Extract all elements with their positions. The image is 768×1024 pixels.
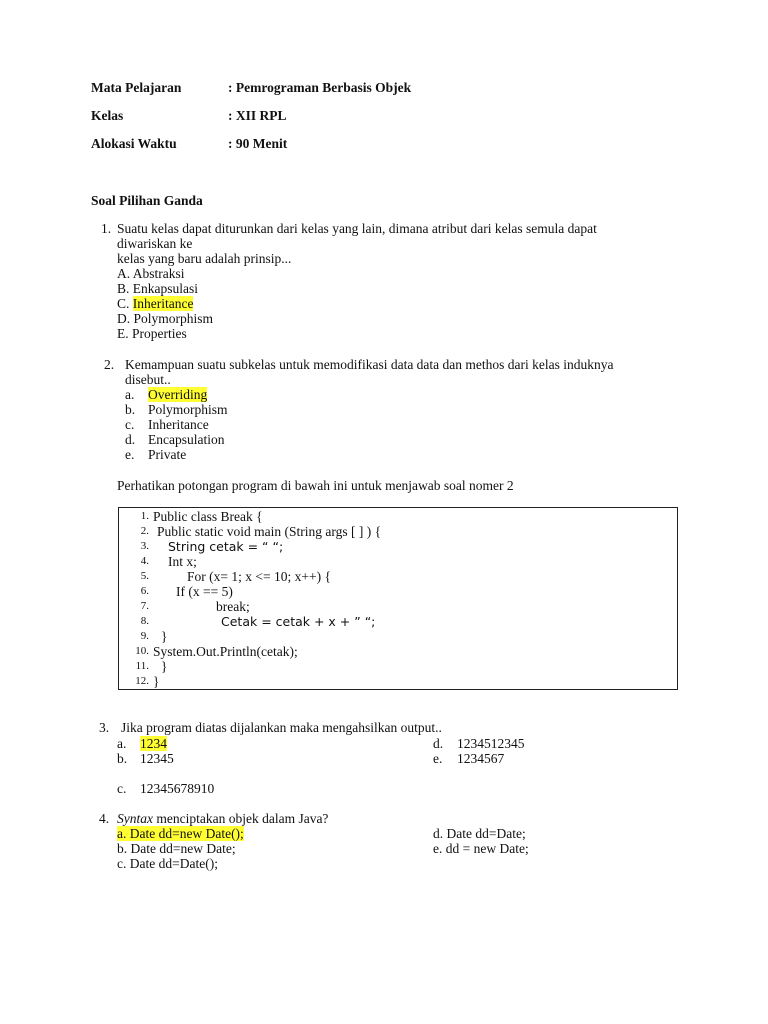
q4-answer-highlight: a. Date dd=new Date(); — [117, 826, 244, 841]
q1-answer-highlight: Inheritance — [132, 296, 194, 311]
q3-option-text: 1234567 — [457, 751, 505, 766]
q1-text-line: kelas yang baru adalah prinsip... — [117, 251, 292, 266]
header-label-time: Alokasi Waktu — [91, 136, 177, 151]
code-line-number: 7. — [140, 600, 149, 612]
code-line-text: } — [161, 629, 168, 644]
q4-option-d: d. Date dd=Date; — [433, 826, 526, 841]
code-line-text: System.Out.Println(cetak); — [153, 644, 298, 659]
q3-option-letter: c. — [117, 781, 127, 796]
code-line-text: } — [161, 659, 168, 674]
code-line-text: For (x= 1; x <= 10; x++) { — [187, 569, 331, 584]
q4-option-b: b. Date dd=new Date; — [117, 841, 236, 856]
q4-number: 4. — [99, 811, 110, 826]
q2-text-line: disebut.. — [125, 372, 171, 387]
code-line-text: String cetak = “ “; — [168, 539, 284, 554]
code-box — [118, 507, 678, 690]
q4-option-e: e. dd = new Date; — [433, 841, 529, 856]
header-value-subject: : Pemrograman Berbasis Objek — [228, 80, 412, 95]
code-line-number: 4. — [140, 555, 149, 567]
q1-text-line: diwariskan ke — [117, 236, 193, 251]
q2-option-letter: a. — [125, 387, 135, 402]
q2-option-letter: e. — [125, 447, 135, 462]
code-line-number: 9. — [140, 630, 149, 642]
q3-option-letter: a. — [117, 736, 127, 751]
q4-text-rest: menciptakan objek dalam Java? — [153, 811, 329, 826]
q2-option-text: Encapsulation — [148, 432, 225, 447]
q4-option-c: c. Date dd=Date(); — [117, 856, 218, 871]
q2-answer-highlight: Overriding — [148, 387, 208, 402]
code-line-text: } — [153, 674, 160, 689]
code-line-number: 6. — [140, 585, 149, 597]
q1-text-line: Suatu kelas dapat diturunkan dari kelas yang lain, dimana atribut dari kelas semula dapat — [117, 221, 597, 236]
q2-option-text: Polymorphism — [148, 402, 228, 417]
q2-option-letter: d. — [125, 432, 136, 447]
code-line-number: 5. — [140, 570, 149, 582]
code-line-text: Public static void main (String args [ ] ) { — [157, 524, 382, 539]
code-line-text: break; — [216, 599, 250, 614]
code-line-number: 11. — [135, 660, 149, 672]
q2-number: 2. — [104, 357, 115, 372]
q3-option-letter: d. — [433, 736, 444, 751]
code-line-text: Int x; — [168, 554, 197, 569]
header-label-class: Kelas — [91, 108, 124, 123]
code-line-number: 12. — [135, 675, 149, 687]
q2-option-text: Private — [148, 447, 187, 462]
header-label-subject: Mata Pelajaran — [91, 80, 182, 95]
q3-answer-highlight: 1234 — [140, 736, 167, 751]
code-line-text: Cetak = cetak + x + ” “; — [221, 614, 376, 629]
code-line-number: 1. — [140, 510, 149, 522]
q2-option-letter: b. — [125, 402, 136, 417]
q2-option-letter: c. — [125, 417, 135, 432]
q3-option-letter: e. — [433, 751, 443, 766]
code-line-number: 2. — [140, 525, 149, 537]
q1-option-a: A. Abstraksi — [117, 266, 185, 281]
q1-option-c — [117, 296, 193, 311]
header-value-class: : XII RPL — [228, 108, 287, 123]
q1-option-b: B. Enkapsulasi — [117, 281, 198, 296]
q1-number: 1. — [101, 221, 112, 236]
q3-number: 3. — [99, 720, 110, 735]
q1-option-c-letter: C. — [117, 296, 133, 311]
q2-text-line: Kemampuan suatu subkelas untuk memodifikasi data data dan methos dari kelas induknya — [125, 357, 614, 372]
q3-option-letter: b. — [117, 751, 128, 766]
q3-text: Jika program diatas dijalankan maka mengahsilkan output.. — [121, 720, 442, 735]
q3-option-text: 12345 — [140, 751, 174, 766]
section-title: Soal Pilihan Ganda — [91, 193, 203, 208]
code-intro: Perhatikan potongan program di bawah ini untuk menjawab soal nomer 2 — [117, 478, 514, 493]
q4-text — [117, 811, 328, 826]
code-line-number: 3. — [140, 540, 149, 552]
q4-syntax-word: Syntax — [117, 811, 153, 826]
q1-option-d: D. Polymorphism — [117, 311, 214, 326]
q3-option-text: 1234512345 — [457, 736, 525, 751]
q3-option-text: 12345678910 — [140, 781, 215, 796]
code-line-number: 8. — [140, 615, 149, 627]
q1-option-e: E. Properties — [117, 326, 187, 341]
q2-option-text: Inheritance — [148, 417, 209, 432]
code-line-number: 10. — [135, 645, 149, 657]
header-value-time: : 90 Menit — [228, 136, 288, 151]
code-line-text: Public class Break { — [153, 509, 263, 524]
code-line-text: If (x == 5) — [176, 584, 233, 599]
